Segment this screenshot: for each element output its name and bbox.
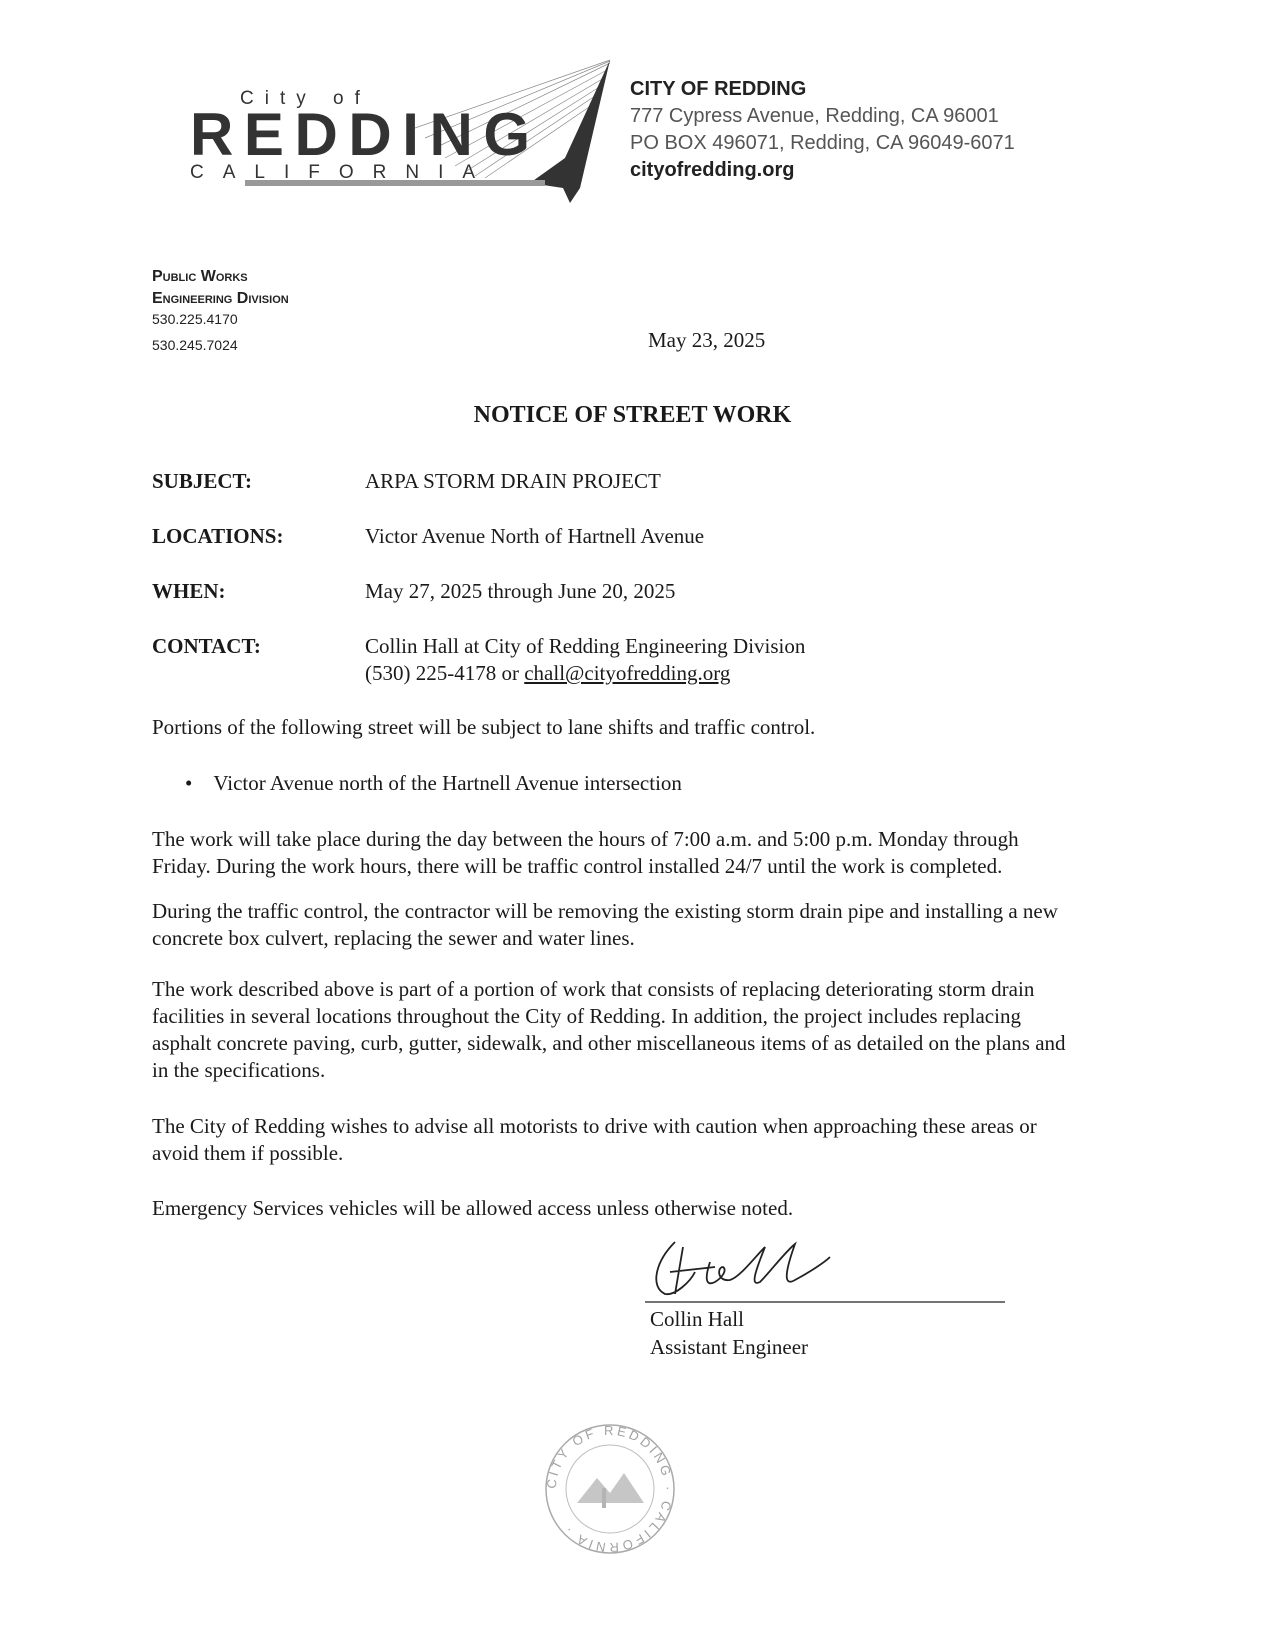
department-phone1: 530.225.4170 xyxy=(152,311,238,327)
department-phone2: 530.245.7024 xyxy=(152,337,238,353)
paragraph-hours: The work will take place during the day between the hours of 7:00 a.m. and 5:00 p.m. Monday through Friday. During the work hours, there will be traffic control installed 24/7 until the work is completed. xyxy=(152,827,1019,878)
field-label: LOCATIONS: xyxy=(152,524,284,548)
letterhead-po-box: PO BOX 496071, Redding, CA 96049-6071 xyxy=(630,132,1015,154)
field-value: Collin Hall at City of Redding Engineering Division xyxy=(365,634,806,658)
field-value: Victor Avenue North of Hartnell Avenue xyxy=(365,524,705,548)
svg-text:CITY OF REDDING · CALIFORNIA ·: CITY OF REDDING · CALIFORNIA · xyxy=(543,1422,677,1556)
list-item-text: Victor Avenue north of the Hartnell Avenue intersection xyxy=(213,771,682,795)
contact-email-link[interactable]: chall@cityofredding.org xyxy=(524,661,731,685)
department-line2: Engineering Division xyxy=(152,290,289,307)
notice-title: NOTICE OF STREET WORK xyxy=(473,402,792,428)
letterhead-address: 777 Cypress Avenue, Redding, CA 96001 xyxy=(630,105,999,127)
paragraph-scope: The work described above is part of a portion of work that consists of replacing deteriorating storm drain facilities in several locations throughout the City of Redding. In addition, the project includes replacing asphalt concrete paving, curb, gutter, sidewalk, and other miscellaneous items of as detailed on the plans and in the specifications. xyxy=(152,977,1066,1082)
department-block xyxy=(152,266,289,355)
paragraph-advisory: The City of Redding wishes to advise all motorists to drive with caution when approaching these areas or avoid them if possible. xyxy=(152,1114,1037,1165)
city-seal xyxy=(542,1418,678,1560)
list-item: • Victor Avenue north of the Hartnell Avenue intersection xyxy=(185,771,682,795)
paragraph-emergency: Emergency Services vehicles will be allowed access unless otherwise noted. xyxy=(152,1196,794,1220)
department-line1: Public Works xyxy=(152,268,248,285)
city-logo xyxy=(185,58,615,208)
svg-text:CALIFORNIA: CALIFORNIA xyxy=(190,162,495,183)
letterhead-name: CITY OF REDDING xyxy=(630,78,807,100)
letterhead xyxy=(630,76,1015,184)
field-value: May 27, 2025 through June 20, 2025 xyxy=(365,579,676,603)
signature-block xyxy=(650,1305,808,1361)
logo-top: City of xyxy=(240,88,371,109)
letter-date: May 23, 2025 xyxy=(648,328,766,352)
field-label: WHEN: xyxy=(152,579,226,603)
contact-phone: (530) 225-4178 or xyxy=(365,661,525,685)
signer-title: Assistant Engineer xyxy=(650,1335,809,1359)
field-label: SUBJECT: xyxy=(152,469,252,493)
logo-main: REDDING xyxy=(190,101,530,168)
field-value: ARPA STORM DRAIN PROJECT xyxy=(365,469,661,493)
intro-paragraph: Portions of the following street will be subject to lane shifts and traffic control. xyxy=(152,715,816,739)
paragraph-work: During the traffic control, the contractor will be removing the existing storm drain pipe and installing a new concrete box culvert, replacing the sewer and water lines. xyxy=(152,899,1058,950)
signature xyxy=(645,1232,1005,1304)
signer-name: Collin Hall xyxy=(650,1307,744,1331)
field-label: CONTACT: xyxy=(152,634,261,658)
letterhead-website[interactable]: cityofredding.org xyxy=(630,159,795,181)
